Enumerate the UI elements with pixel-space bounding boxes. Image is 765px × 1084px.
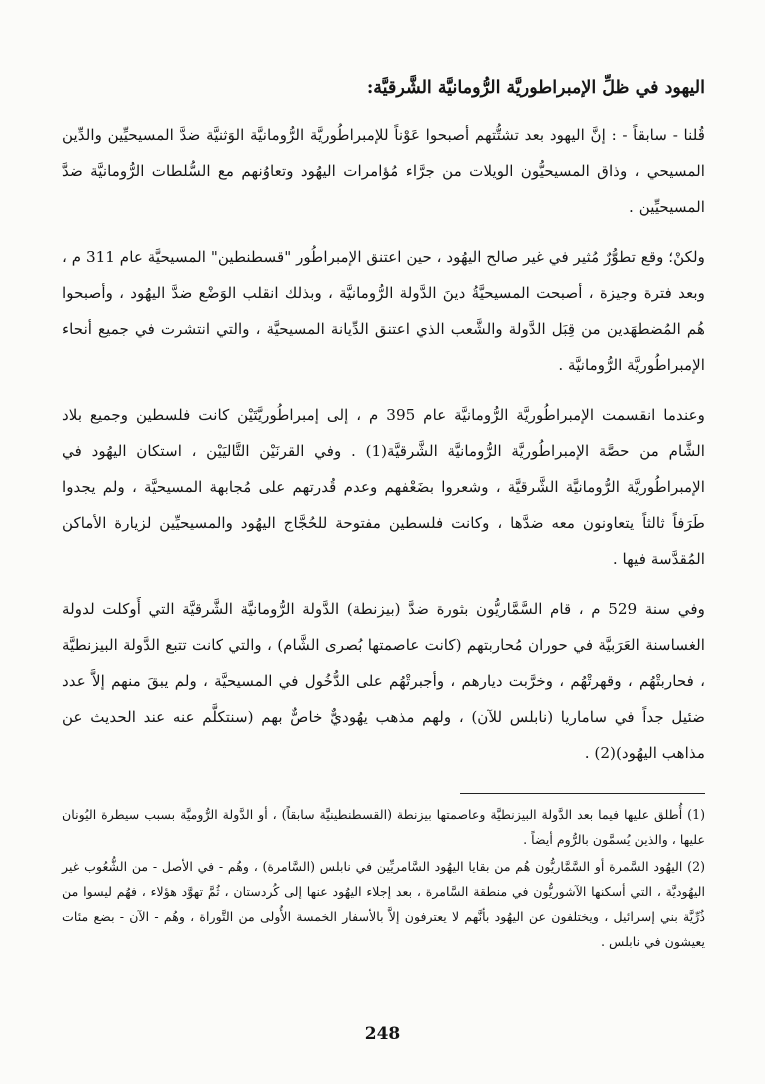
page-number: 248 — [364, 1024, 401, 1044]
paragraph-2: ولكنْ؛ وقع تطوُّرٌ مُثير في غير صالح اليهُود ، حين اعتنق الإمبراطُور "قسطنطين" المسيحيَّة عام 311 م ، وبعد فترة وجيزة ، أصبحت المسيحيَّةُ دينَ الدَّولة الرُّومانيَّة ، وبذلك انقلب الوَضْع ضدَّ اليهُود ، وأصبحوا هُم المُضطهَدين من قِبَل الدَّولة والشَّعب الذي اعتنق الدِّيانة المسيحيَّة ، والتي انتشرت في جميع أنحاء الإمبراطُوريَّة الرُّومانيَّة . — [62, 248, 705, 374]
paragraph-3: وعندما انقسمت الإمبراطُوريَّة الرُّومانيَّة عام 395 م ، إلى إمبراطُوريَّتَيْن كانت فلسطين وجميع بلاد الشَّام من حصَّة الإمبراطُوريَّة الرُّومانيَّة الشَّرقيَّة(1) . وفي القرنَيْن التَّاليَيْن ، استكان اليهُود في الإمبراطُوريَّة الرُّومانيَّة الشَّرقيَّة ، وشعروا بضَعْفهم وعدم قُدرتهم على مُجابهة المسيحيَّة ، ولم يجدوا طَرَفاً ثالثاً يتعاونون معه ضدَّها ، وكانت فلسطين مفتوحة للحُجَّاج اليهُود والمسيحيِّين لزيارة الأماكن المُقدَّسة فيها . — [62, 406, 705, 568]
section-heading: اليهود في ظلِّ الإمبراطوريَّة الرُّومانيَّة الشَّرقيَّة: — [366, 78, 705, 98]
footnote-divider — [460, 793, 705, 794]
paragraph-4: وفي سنة 529 م ، قام السَّمَّاريُّون بثورة ضدَّ (بيزنطة) الدَّولة الرُّومانيَّة الشَّرقيَّة التي أَوكلت لدولة الغساسنة العَرَبيَّة في حوران مُحاربتهم (كانت عاصمتها بُصرى الشَّام) ، والتي كانت تتبع الدَّولة البيزنطيَّة ، فحاربتْهُم ، وقهرتْهُم ، وخرَّبت ديارهم ، وأجبرتْهُم على الدُّخُول في المسيحيَّة ، ولم يبقَ منهم إلاَّ عدد ضئيل جداً في ساماريا (نابلس للآن) ، ولهم مذهب يهُوديٌّ خاصٌّ بهم (سنتكلَّم عنه عند الحديث عن مذاهب اليهُود)(2) . — [62, 600, 705, 762]
paragraph-1: قُلنا - سابقاً - : إنَّ اليهود بعد تشتُّتهم أصبحوا عَوْناً للإمبراطُوريَّة الرُّومانيَّة الوَثنيَّة ضدَّ المسيحيِّين والدِّين المسيحي ، وذاق المسيحيُّون الويلات من جرَّاء مُؤامرات اليهُود وتعاوُنهم مع السُّلطات الرُّومانيَّة ضدَّ المسيحيِّين . — [62, 126, 705, 216]
footnote-1: (1) أُطلق عليها فيما بعد الدَّولة البيزنطيَّة وعاصمتها بيزنطة (القسطنطينيَّة سابقاً) ، أو الدَّولة الرُّوميَّة بسبب سيطرة اليُونان عليها ، والذين يُسمَّون بالرُّوم أيضاً . — [62, 807, 705, 847]
footnote-2: (2) اليهُود السَّمرة أو السَّمَّاريُّون هُم من بقايا اليهُود السَّامريِّين في نابلس (السَّامرة) ، وهُم - في الأصل - من الشُّعُوب غير اليهُوديَّة ، التي أسكنها الآشوريُّون في منطقة السَّامرة ، بعد إجلاء اليهُود عنها إلى كُردستان ، ثُمَّ تهوَّد هؤلاء ، فهُم ليسوا من ذُرِّيَّة بني إسرائيل ، ويختلفون عن اليهُود بأنَّهم لا يعترفون إلاَّ بالأسفار الخمسة الأُولى من التَّوراة ، وهُم - الآن - بضع مئات يعيشون في نابلس . — [62, 859, 705, 949]
